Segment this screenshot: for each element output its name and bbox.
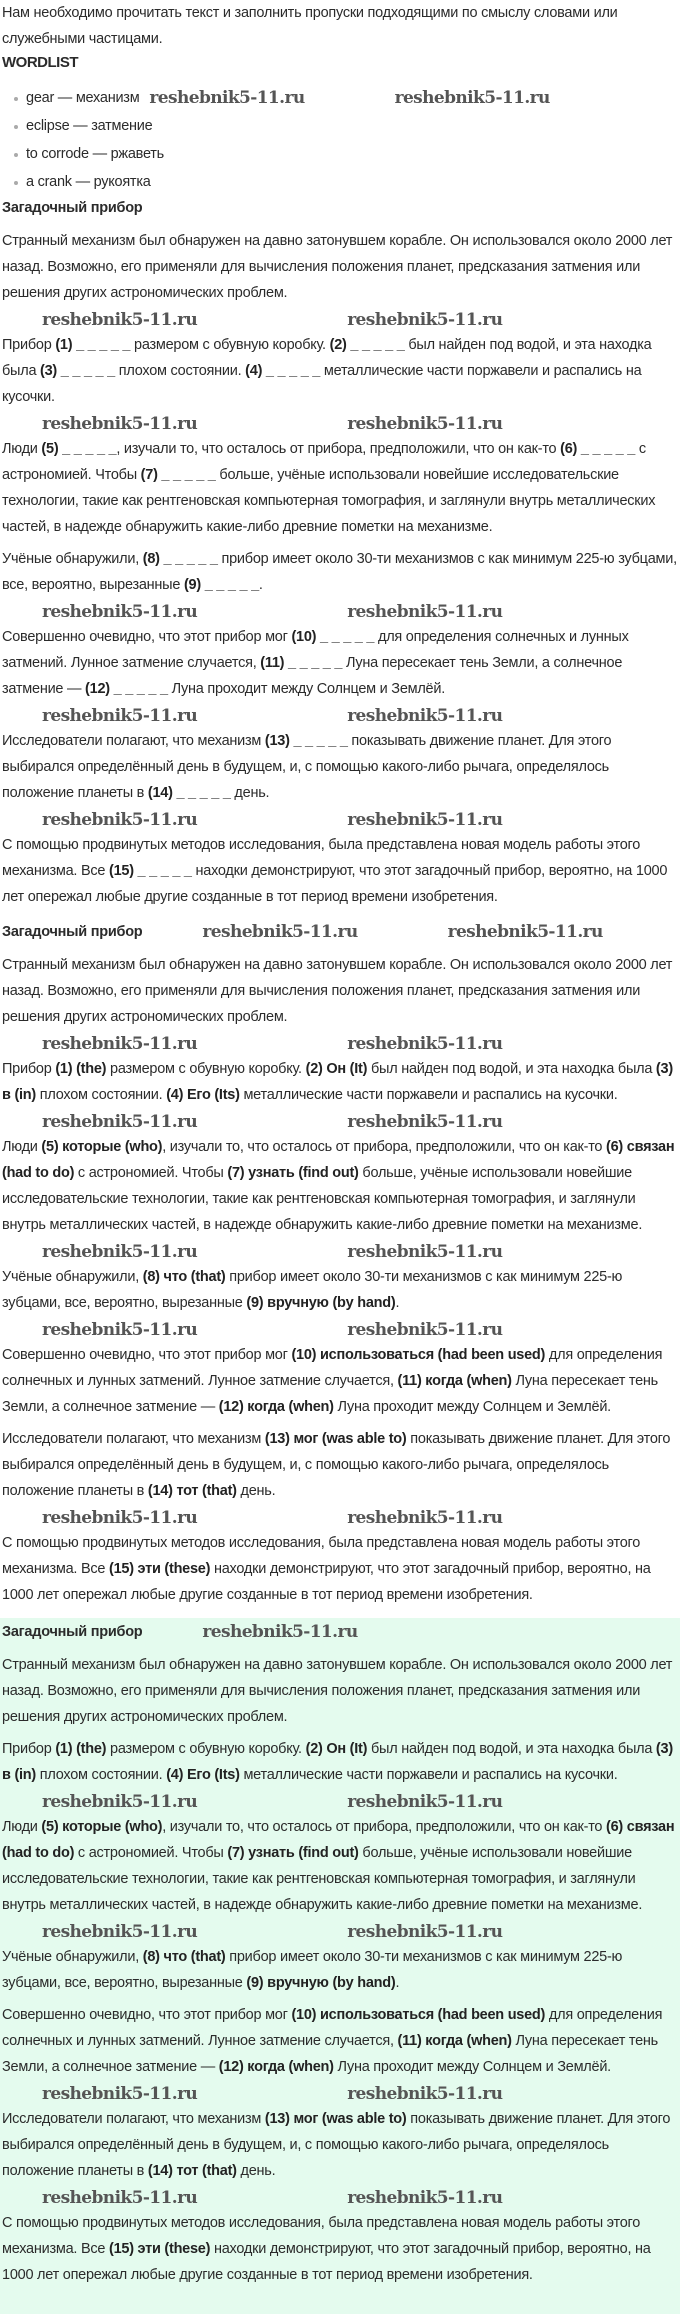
paragraph-text: с астрономией. Чтобы [74,1165,228,1181]
wordlist-title: WORDLIST [2,54,78,71]
paragraph-text: металлические части поржавели и распались на кусочки. [239,1087,618,1103]
watermark: reshebnik5-11.ru [42,1508,198,1529]
paragraph-text: Луна проходит между Солнцем и Землёй. [333,2059,611,2075]
watermark: reshebnik5-11.ru [347,1112,503,1133]
watermark: reshebnik5-11.ru [42,1242,198,1263]
paragraph-text: размером с обувную коробку. [106,1061,306,1077]
watermark: reshebnik5-11.ru [42,414,198,435]
paragraph-text: Совершенно очевидно, что этот прибор мог [2,629,292,645]
paragraph-text: прибор имеет около 30-ти механизмов с как минимум 225-ю зубцами, все, вероятно, вырезанные [2,551,677,593]
paragraph-text: Луна проходит между Солнцем и Землёй. [333,1399,611,1415]
watermark: reshebnik5-11.ru [202,922,358,943]
story-paragraph [2,332,678,410]
watermark: reshebnik5-11.ru [447,922,603,943]
gap-answer: (3) в (in) [2,1741,673,1783]
watermark: reshebnik5-11.ru [42,1112,198,1133]
paragraph-text: находки демонстрируют, что этот загадочный прибор, вероятно, на 1000 лет опережал любые другие созданные в тот период времени изобретения. [2,2241,651,2283]
paragraph-text: плохом состоянии. [114,363,246,379]
watermark-row [2,1112,678,1132]
paragraph-text: Прибор [2,1061,56,1077]
paragraph-text: находки демонстрируют, что этот загадочный прибор, вероятно, на 1000 лет опережал любые другие созданные в тот период времени изобретения. [2,863,668,905]
watermark-row [2,1242,678,1262]
watermark-row [2,810,678,830]
paragraph-text: день. [236,2163,276,2179]
gap-answer: (13) _ _ _ _ _ [264,733,348,749]
paragraph-text: больше, учёные использовали новейшие исследовательские технологии, такие как рентгеновская компьютерная томография, и заглянули внутрь металлических частей, в надежде обнаружить какие-либо древние пометки на механизме. [2,1165,643,1233]
watermark: reshebnik5-11.ru [347,1320,503,1341]
paragraph-text: размером с обувную коробку. [130,337,330,353]
watermark-row [2,310,678,330]
story-paragraph [2,624,678,702]
wordlist-item: to corrode — ржаветь [14,140,678,168]
gap-answer: (1) _ _ _ _ _ [55,337,131,353]
story-paragraph [2,2002,678,2080]
story-title: Загадочный прибор [2,1624,143,1640]
story-paragraph [2,1736,678,1788]
gap-answer: (12) _ _ _ _ _ [85,681,168,697]
watermark: reshebnik5-11.ru [42,810,198,831]
task-header [0,0,680,196]
paragraph-text: . [395,1975,400,1991]
paragraph-text: Луна пересекает тень Земли, а солнечное затмение — [2,2033,658,2075]
paragraph-text: для определения солнечных и лунных затмений. Лунное затмение случается, [2,1347,663,1389]
story-title: Загадочный прибор [2,200,143,216]
paragraph-text: прибор имеет около 30-ти механизмов с как минимум 225-ю зубцами, все, вероятно, вырезанные [2,1269,623,1311]
watermark: reshebnik5-11.ru [394,88,550,109]
gap-answer: (10) использоваться (had been used) [291,1347,546,1363]
watermark: reshebnik5-11.ru [42,602,198,623]
watermark: reshebnik5-11.ru [347,2188,503,2209]
gap-answer: (14) тот (that) [147,1483,237,1499]
gap-answer: (8) что (that) [142,1949,226,1965]
story-title: Загадочный прибор [2,924,143,940]
paragraph-text: Прибор [2,337,56,353]
gap-answer: (11) когда (when) [397,1373,512,1389]
watermark: reshebnik5-11.ru [202,1622,358,1643]
watermark-row [2,2188,678,2208]
story-paragraph [2,832,678,910]
paragraph-text: С помощью продвинутых методов исследования, была представлена новая модель работы этого механизма. Все [2,837,641,879]
gap-answer: (3) в (in) [2,1061,673,1103]
gap-answer: (1) (the) [55,1741,107,1757]
story-title-row [2,1620,678,1644]
watermark: reshebnik5-11.ru [347,2084,503,2105]
watermark-row [2,1922,678,1942]
paragraph-text: Странный механизм был обнаружен на давно затонувшем корабле. Он использовался около 2000 лет назад. Возможно, его применяли для вычисления положения планет, предсказания затмения или решения других астрономических проблем. [2,233,673,301]
watermark: reshebnik5-11.ru [347,1034,503,1055]
watermark-row [2,414,678,434]
story-paragraph [2,1426,678,1504]
watermark: reshebnik5-11.ru [347,1242,503,1263]
gap-answer: (7) узнать (find out) [227,1845,359,1861]
paragraph-text: показывать движение планет. Для этого выбирался определённый день в будущем, и, с помощью какого-либо рычага, определялось положение планеты в [2,1431,671,1499]
watermark: reshebnik5-11.ru [347,810,503,831]
gap-answer: (9) _ _ _ _ _ [183,577,259,593]
gap-answer: (2) Он (It) [305,1061,368,1077]
gap-answer: (7) узнать (find out) [227,1165,359,1181]
wordlist-item: a crank — рукоятка [14,168,678,196]
gap-answer: (2) Он (It) [305,1741,368,1757]
paragraph-text: С помощью продвинутых методов исследования, была представлена новая модель работы этого механизма. Все [2,2215,641,2257]
story-paragraph [2,1530,678,1608]
task-instruction: Нам необходимо прочитать текст и заполнить пропуски подходящими по смыслу словами или служебными частицами. [2,5,618,47]
gap-answer: (10) _ _ _ _ _ [291,629,375,645]
paragraph-text: Исследователи полагают, что механизм [2,733,265,749]
gap-answer: (1) (the) [55,1061,107,1077]
paragraph-text: металлические части поржавели и распались на кусочки. [239,1767,618,1783]
story-answered [0,920,680,1618]
paragraph-text: для определения солнечных и лунных затмений. Лунное затмение случается, [2,2007,663,2049]
paragraph-text: Исследователи полагают, что механизм [2,1431,265,1447]
paragraph-text: показывать движение планет. Для этого выбирался определённый день в будущем, и, с помощью какого-либо рычага, определялось положение планеты в [2,733,612,801]
gap-answer: (12) когда (when) [218,1399,334,1415]
gap-answer: (11) _ _ _ _ _ [260,655,343,671]
paragraph-text: . [258,577,263,593]
paragraph-text: день. [230,785,270,801]
gap-answer: (8) что (that) [142,1269,226,1285]
gap-answer: (4) Его (Its) [166,1767,240,1783]
watermark: reshebnik5-11.ru [42,1034,198,1055]
story-paragraph [2,1342,678,1420]
watermark: reshebnik5-11.ru [347,1922,503,1943]
story-paragraph [2,1264,678,1316]
wordlist-item: eclipse — затмение [14,112,678,140]
story-paragraph [2,2210,678,2288]
paragraph-text: С помощью продвинутых методов исследования, была представлена новая модель работы этого механизма. Все [2,1535,641,1577]
paragraph-text: Исследователи полагают, что механизм [2,2111,265,2127]
paragraph-text: Странный механизм был обнаружен на давно затонувшем корабле. Он использовался около 2000 лет назад. Возможно, его применяли для вычисления положения планет, предсказания затмения или решения других астрономических проблем. [2,1657,673,1725]
watermark-row [2,1320,678,1340]
story-paragraph [2,2106,678,2184]
story-answered-highlighted [0,1618,680,2314]
gap-answer: (5) которые (who) [41,1139,163,1155]
gap-answer: (6) связан (had to do) [2,1139,675,1181]
gap-answer: (2) _ _ _ _ _ [329,337,405,353]
gap-answer: (6) связан (had to do) [2,1819,675,1861]
paragraph-text: Учёные обнаружили, [2,1949,143,1965]
paragraph-text: Люди [2,441,42,457]
watermark-row [2,2084,678,2104]
paragraph-text: с астрономией. Чтобы [2,441,646,483]
gap-answer: (15) эти (these) [108,2241,211,2257]
paragraph-text: плохом состоянии. [36,1767,167,1783]
paragraph-text: Люди [2,1819,42,1835]
gap-answer: (3) _ _ _ _ _ [40,363,115,379]
wordlist [2,84,678,196]
watermark: reshebnik5-11.ru [42,706,198,727]
gap-answer: (11) когда (when) [397,2033,512,2049]
story-paragraph [2,1134,678,1238]
story-paragraph [2,952,678,1030]
paragraph-text: Учёные обнаружили, [2,551,143,567]
paragraph-text: для определения солнечных и лунных затмений. Лунное затмение случается, [2,629,629,671]
paragraph-text: , изучали то, что осталось от прибора, предположили, что он как-то [116,441,561,457]
story-paragraph [2,228,678,306]
watermark: reshebnik5-11.ru [42,310,198,331]
story-paragraph [2,1652,678,1730]
paragraph-text: металлические части поржавели и распались на кусочки. [2,363,642,405]
paragraph-text: , изучали то, что осталось от прибора, предположили, что он как-то [162,1139,607,1155]
paragraph-text: . [395,1295,400,1311]
watermark: reshebnik5-11.ru [42,2084,198,2105]
gap-answer: (14) _ _ _ _ _ [147,785,231,801]
paragraph-text: был найден под водой, и эта находка была [2,337,652,379]
gap-answer: (14) тот (that) [147,2163,237,2179]
paragraph-text: Луна проходит между Солнцем и Землёй. [167,681,446,697]
gap-answer: (15) эти (these) [108,1561,211,1577]
gap-answer: (13) мог (was able to) [264,1431,407,1447]
paragraph-text: Люди [2,1139,42,1155]
paragraph-text: Луна пересекает тень Земли, а солнечное затмение — [2,655,623,697]
story-paragraph [2,1814,678,1918]
watermark: reshebnik5-11.ru [347,1792,503,1813]
watermark: reshebnik5-11.ru [42,2188,198,2209]
watermark: reshebnik5-11.ru [347,310,503,331]
paragraph-text: с астрономией. Чтобы [74,1845,228,1861]
gap-answer: (12) когда (when) [218,2059,334,2075]
paragraph-text: Прибор [2,1741,56,1757]
gap-answer: (13) мог (was able to) [264,2111,407,2127]
paragraph-text: находки демонстрируют, что этот загадочный прибор, вероятно, на 1000 лет опережал любые другие созданные в тот период времени изобретения. [2,1561,651,1603]
gap-answer: (9) вручную (by hand) [246,1975,396,1991]
gap-answer: (7) _ _ _ _ _ [140,467,216,483]
story-title-row [2,196,678,220]
story-paragraph [2,1056,678,1108]
gap-answer: (5) которые (who) [41,1819,163,1835]
gap-answer: (8) _ _ _ _ _ [142,551,218,567]
gap-answer: (4) Его (Its) [166,1087,240,1103]
paragraph-text: прибор имеет около 30-ти механизмов с как минимум 225-ю зубцами, все, вероятно, вырезанные [2,1949,623,1991]
story-paragraph [2,436,678,540]
paragraph-text: был найден под водой, и эта находка была [367,1741,656,1757]
paragraph-text: Учёные обнаружили, [2,1269,143,1285]
paragraph-text: размером с обувную коробку. [106,1741,306,1757]
wordlist-item [14,84,678,112]
gap-answer: (15) _ _ _ _ _ [108,863,192,879]
gap-answer: (5) _ _ _ _ _ [41,441,117,457]
story-paragraph [2,546,678,598]
gap-answer: (9) вручную (by hand) [246,1295,396,1311]
watermark: reshebnik5-11.ru [42,1792,198,1813]
watermark-row [2,1034,678,1054]
watermark: reshebnik5-11.ru [347,1508,503,1529]
paragraph-text: больше, учёные использовали новейшие исследовательские технологии, такие как рентгеновская компьютерная томография, и заглянули внутрь металлических частей, в надежде обнаружить какие-либо древние пометки на механизме. [2,1845,643,1913]
gap-answer: (6) _ _ _ _ _ [560,441,636,457]
paragraph-text: плохом состоянии. [36,1087,167,1103]
paragraph-text: был найден под водой, и эта находка была [367,1061,656,1077]
watermark-row [2,602,678,622]
paragraph-text: показывать движение планет. Для этого выбирался определённый день в будущем, и, с помощью какого-либо рычага, определялось положение планеты в [2,2111,671,2179]
paragraph-text: больше, учёные использовали новейшие исследовательские технологии, такие как рентгеновская компьютерная томография, и заглянули внутрь металлических частей, в надежде обнаружить какие-либо древние пометки на механизме. [2,467,656,535]
paragraph-text: Совершенно очевидно, что этот прибор мог [2,2007,292,2023]
watermark-row [2,706,678,726]
gap-answer: (10) использоваться (had been used) [291,2007,546,2023]
watermark: reshebnik5-11.ru [42,1922,198,1943]
story-title-row [2,920,678,944]
paragraph-text: Совершенно очевидно, что этот прибор мог [2,1347,292,1363]
paragraph-text: Луна пересекает тень Земли, а солнечное затмение — [2,1373,658,1415]
wordlist-item-text: gear — механизм [26,90,140,106]
paragraph-text: Странный механизм был обнаружен на давно затонувшем корабле. Он использовался около 2000 лет назад. Возможно, его применяли для вычисления положения планет, предсказания затмения или решения других астрономических проблем. [2,957,673,1025]
watermark: reshebnik5-11.ru [347,602,503,623]
watermark: reshebnik5-11.ru [42,1320,198,1341]
story-with-blanks [0,196,680,920]
paragraph-text: день. [236,1483,276,1499]
paragraph-text: , изучали то, что осталось от прибора, предположили, что он как-то [162,1819,607,1835]
watermark: reshebnik5-11.ru [347,414,503,435]
watermark-row [2,1792,678,1812]
watermark: reshebnik5-11.ru [347,706,503,727]
story-paragraph [2,728,678,806]
watermark: reshebnik5-11.ru [149,88,305,109]
watermark-row [2,1508,678,1528]
story-paragraph [2,1944,678,1996]
gap-answer: (4) _ _ _ _ _ [245,363,321,379]
